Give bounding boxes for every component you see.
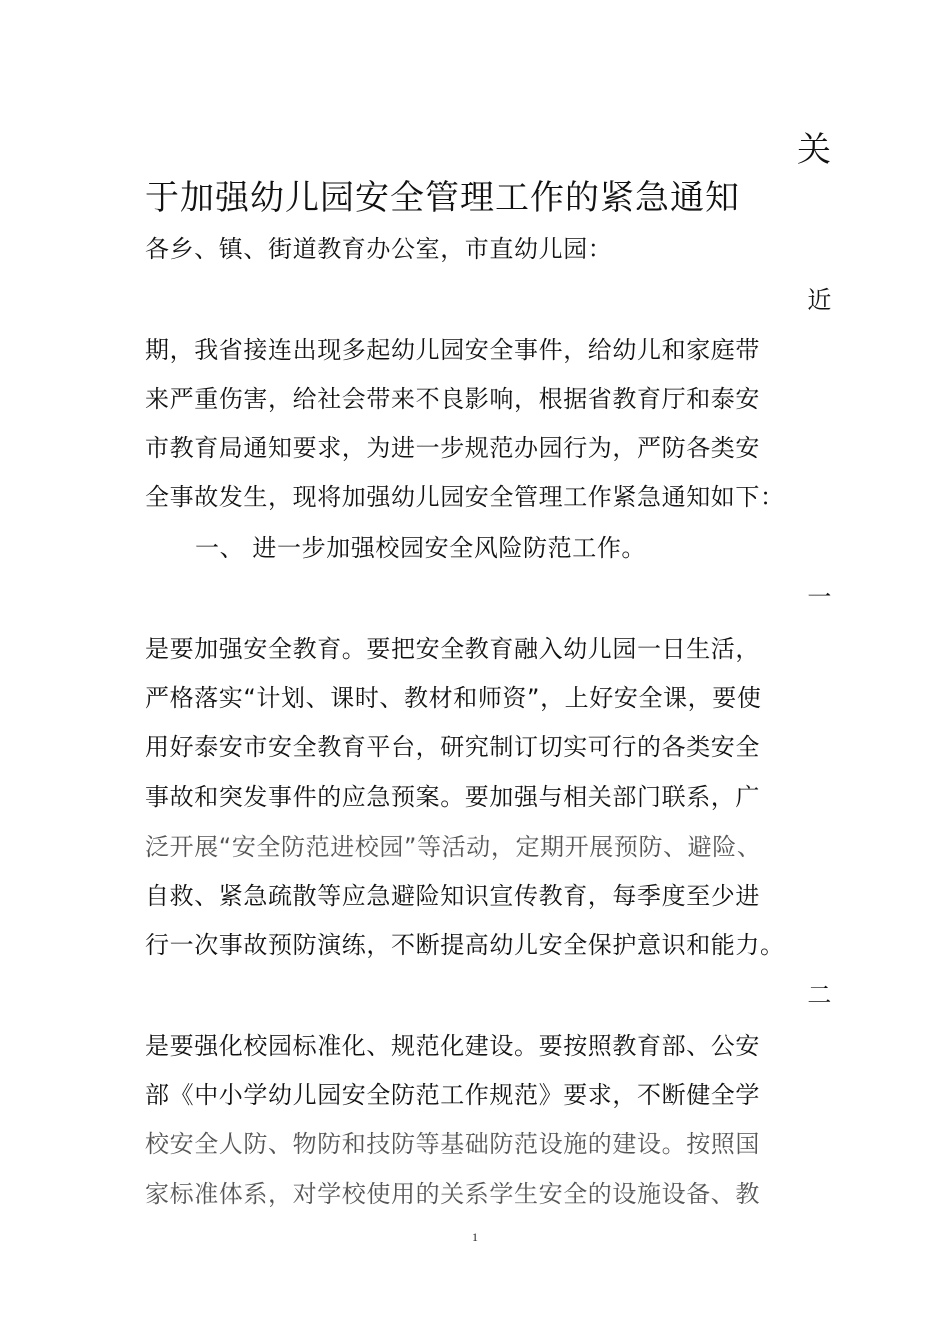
item1-line: 严格落实“计划、课时、教材和师资”，上好安全课，要使 <box>145 684 762 712</box>
item2-first-char: 二 <box>807 981 832 1009</box>
para1-line: 全事故发生，现将加强幼儿园安全管理工作紧急通知如下： <box>145 483 785 511</box>
item2-line: 部《中小学幼儿园安全防范工作规范》要求，不断健全学 <box>145 1081 760 1109</box>
page-number: 1 <box>472 1230 478 1244</box>
item2-line: 校安全人防、物防和技防等基础防范设施的建设。按照国 <box>145 1130 760 1158</box>
item1-line: 自救、紧急疏散等应急避险知识宣传教育，每季度至少进 <box>145 882 760 910</box>
item2-line: 是要强化校园标准化、规范化建设。要按照教育部、公安 <box>145 1032 760 1060</box>
item1-line: 用好泰安市安全教育平台，研究制订切实可行的各类安全 <box>145 733 760 761</box>
para1-line: 期，我省接连出现多起幼儿园安全事件，给幼儿和家庭带 <box>145 336 760 364</box>
para1-first-char: 近 <box>807 286 832 314</box>
item2-line: 家标准体系，对学校使用的关系学生安全的设施设备、教 <box>145 1180 760 1208</box>
item1-first-char: 一 <box>807 583 832 611</box>
item1-line: 事故和突发事件的应急预案。要加强与相关部门联系，广 <box>145 783 760 811</box>
salutation: 各乡、镇、街道教育办公室，市直幼儿园： <box>145 235 613 263</box>
para1-line: 来严重伤害，给社会带来不良影响，根据省教育厅和泰安 <box>145 385 760 413</box>
item1-line: 行一次事故预防演练，不断提高幼儿安全保护意识和能力。 <box>145 931 785 959</box>
title-first-char: 关 <box>797 130 832 170</box>
para1-line: 市教育局通知要求，为进一步规范办园行为，严防各类安 <box>145 434 760 462</box>
document-title: 于加强幼儿园安全管理工作的紧急通知 <box>145 178 740 218</box>
item1-line: 是要加强安全教育。要把安全教育融入幼儿园一日生活， <box>145 635 760 663</box>
item1-line: 泛开展“安全防范进校园”等活动，定期开展预防、避险、 <box>145 833 762 861</box>
section1-heading: 一、 进一步加强校园安全风险防范工作。 <box>195 534 647 562</box>
